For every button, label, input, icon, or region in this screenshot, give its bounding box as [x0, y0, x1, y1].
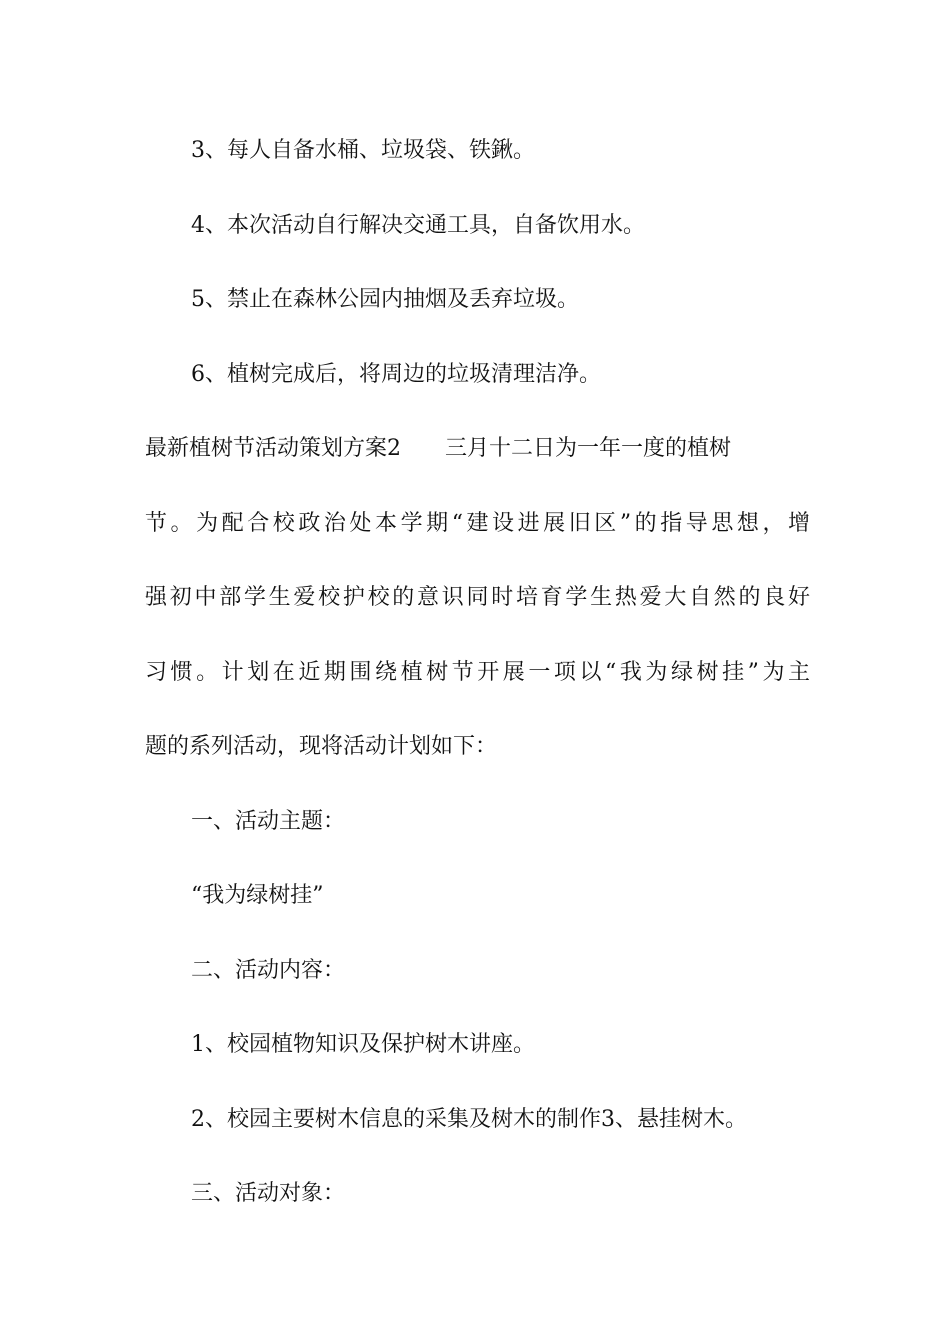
list-item: 6、植树完成后，将周边的垃圾清理洁净。 — [191, 361, 601, 387]
heading-content: 二、活动内容： — [191, 957, 346, 983]
paragraph-line: 题的系列活动，现将活动计划如下： — [145, 734, 498, 759]
list-item: 1、校园植物知识及保护树木讲座。 — [191, 1032, 535, 1057]
paragraph-line: 习惯。计划在近期围绕植树节开展一项以“我为绿树挂”为主 — [145, 659, 810, 685]
document-body — [145, 132, 810, 1250]
section-title-line — [145, 430, 810, 468]
list-item: 5、禁止在森林公园内抽烟及丢弃垃圾。 — [191, 287, 579, 312]
heading-target: 三、活动对象： — [191, 1181, 346, 1206]
theme-text: “我为绿树挂” — [191, 883, 324, 908]
list-item: 2、校园主要树木信息的采集及树木的制作3、悬挂树木。 — [191, 1106, 747, 1132]
paragraph-line: 三月十二日为一年一度的植树 — [445, 436, 732, 461]
section-title: 最新植树节活动策划方案2 — [145, 436, 401, 461]
list-item: 4、本次活动自行解决交通工具，自备饮用水。 — [191, 212, 645, 238]
paragraph-line: 强初中部学生爱校护校的意识同时培育学生热爱大自然的良好 — [145, 585, 810, 610]
paragraph-line: 节。为配合校政治处本学期“建设进展旧区”的指导思想，增 — [145, 510, 810, 536]
list-item: 3、每人自备水桶、垃圾袋、铁鍬。 — [191, 138, 535, 163]
heading-theme: 一、活动主题： — [191, 808, 346, 834]
